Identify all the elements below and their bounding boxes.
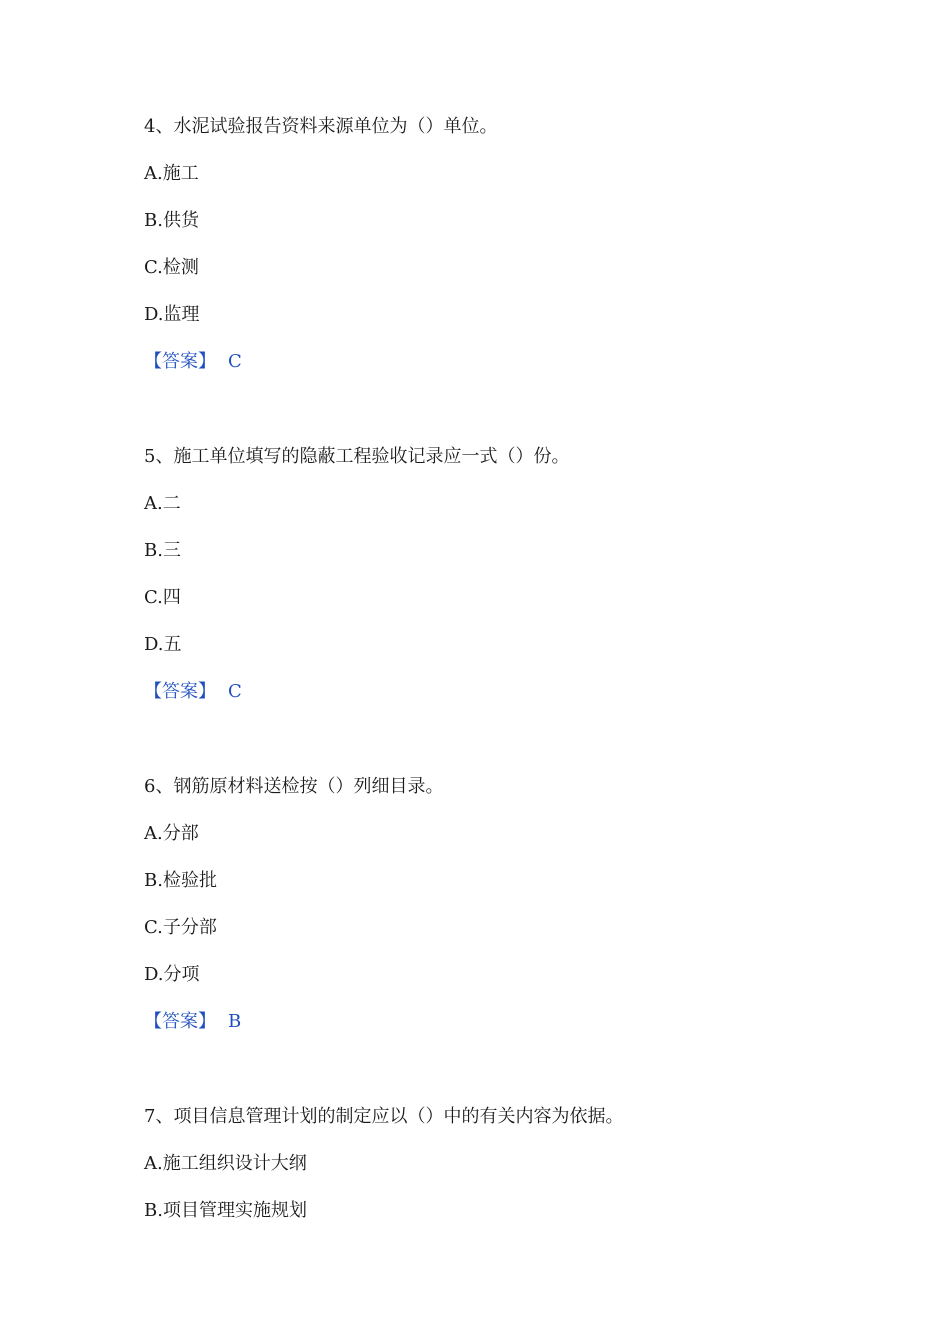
question-6-option-b: B.检验批	[144, 870, 217, 891]
question-4-option-a: A.施工	[144, 163, 199, 184]
question-4-stem: 4、水泥试验报告资料来源单位为（）单位。	[144, 116, 498, 137]
question-7-option-b: B.项目管理实施规划	[144, 1200, 307, 1221]
question-7-stem: 7、项目信息管理计划的制定应以（）中的有关内容为依据。	[144, 1106, 624, 1127]
answer-tag: 【答案】	[144, 1011, 216, 1032]
answer-value: B	[228, 1011, 242, 1032]
answer-value: C	[228, 681, 242, 702]
question-6-option-a: A.分部	[144, 823, 199, 844]
question-6-stem: 6、钢筋原材料送检按（）列细目录。	[144, 776, 444, 797]
question-6-option-d: D.分项	[144, 964, 200, 985]
question-5-stem: 5、施工单位填写的隐蔽工程验收记录应一式（）份。	[144, 446, 570, 467]
question-7-option-a: A.施工组织设计大纲	[144, 1153, 307, 1174]
question-4-option-b: B.供货	[144, 210, 199, 231]
answer-value: C	[228, 351, 242, 372]
question-5-option-a: A.二	[144, 493, 181, 514]
question-4-option-c: C.检测	[144, 257, 199, 278]
question-5-option-b: B.三	[144, 540, 181, 561]
question-4-answer	[144, 350, 242, 374]
question-4-option-d: D.监理	[144, 304, 200, 325]
answer-tag: 【答案】	[144, 681, 216, 702]
answer-tag: 【答案】	[144, 351, 216, 372]
question-5-option-d: D.五	[144, 634, 182, 655]
question-6-answer	[144, 1010, 241, 1034]
question-6-option-c: C.子分部	[144, 917, 217, 938]
question-5-answer	[144, 680, 242, 704]
question-5-option-c: C.四	[144, 587, 181, 608]
